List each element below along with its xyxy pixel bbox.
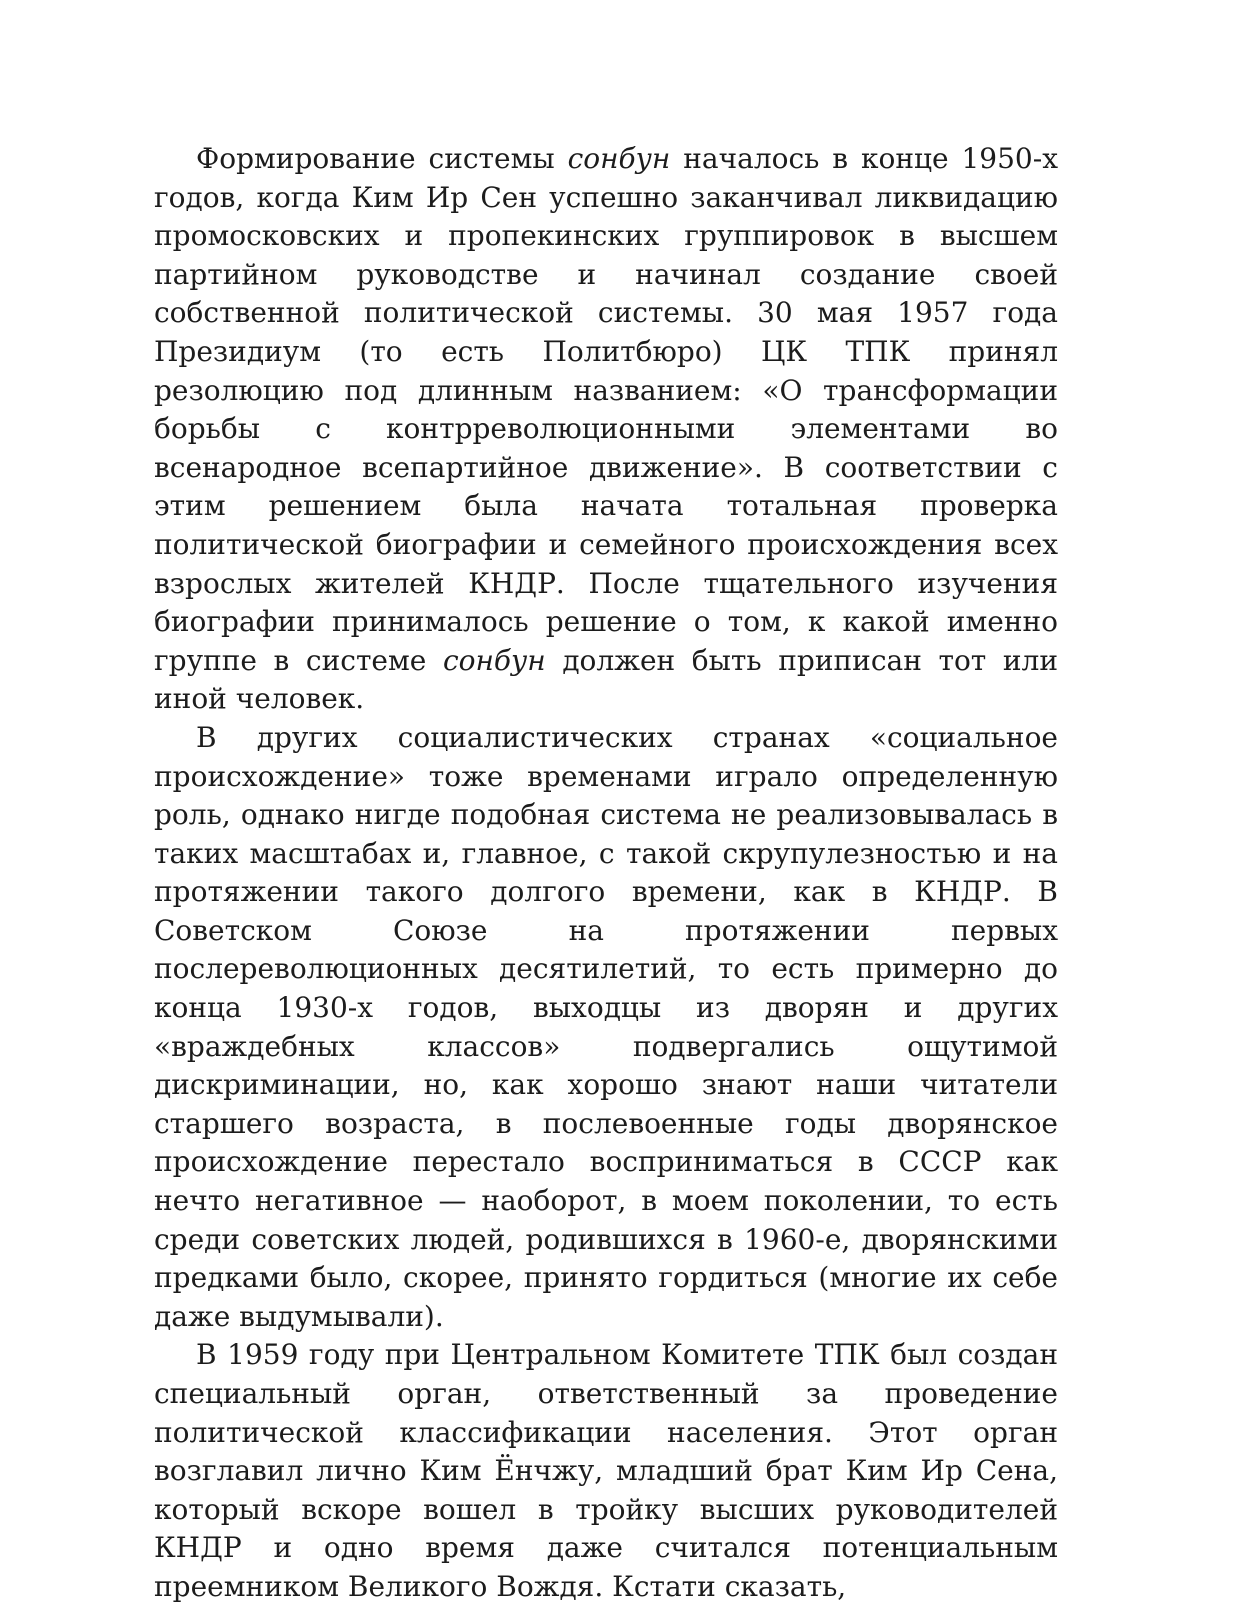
page-body [154, 140, 1058, 1607]
paragraph-2 [154, 719, 1058, 1337]
italic-term: сонбун [442, 643, 546, 677]
text-segment: В 1959 году при Центральном Комитете ТПК был создан специальный орган, ответственный за проведение политической классификации населения. Этот орган возглавил лично Ким Ёнчжу, младший брат Ким Ир Сена, который вскоре вошел в тройку высших руководителей КНДР и одно время даже считался потенциальным преемником Великого Вождя. Кстати сказать, [154, 1338, 1058, 1603]
text-segment: Формирование системы [196, 142, 568, 175]
text-segment: должен быть приписан тот или иной человек. [154, 643, 1058, 716]
italic-term: сонбун [567, 142, 671, 175]
paragraph-1 [154, 140, 1058, 719]
text-segment: В других социалистических странах «социальное происхождение» тоже временами играло определенную роль, однако нигде подобная система не реализовывалась в таких масштабах и, главное, с такой скрупулезностью и на протяжении такого долгого времени, как в КНДР. В Советском Союзе на протяжении первых послереволюционных десятилетий, то есть примерно до конца 1930-х годов, выходцы из дворян и других «враждебных классов» подвергались ощутимой дискриминации, но, как хорошо знают наши читатели старшего возраста, в послевоенные годы дворянское происхождение перестало восприниматься в СССР как нечто негативное — наоборот, в моем поколении, то есть среди советских людей, родившихся в 1960-е, дворянскими предками было, скорее, принято гордиться (многие их себе даже выдумывали). [154, 720, 1058, 1333]
paragraph-3 [154, 1336, 1058, 1606]
text-segment: началось в конце 1950-х годов, когда Ким Ир Сен успешно заканчивал ликвидацию промосковских и пропекинских группировок в высшем партийном руководстве и начинал создание своей собственной политической системы. 30 мая 1957 года Президиум (то есть Политбюро) ЦК ТПК принял резолюцию под длинным названием: «О трансформации борьбы с контрреволюционными элементами во всенародное всепартийное движение». В соответствии с этим решением была начата тотальная проверка политической биографии и семейного происхождения всех взрослых жителей КНДР. После тщательного изучения биографии принималось решение о том, к какой именно группе в системе [154, 142, 1058, 677]
